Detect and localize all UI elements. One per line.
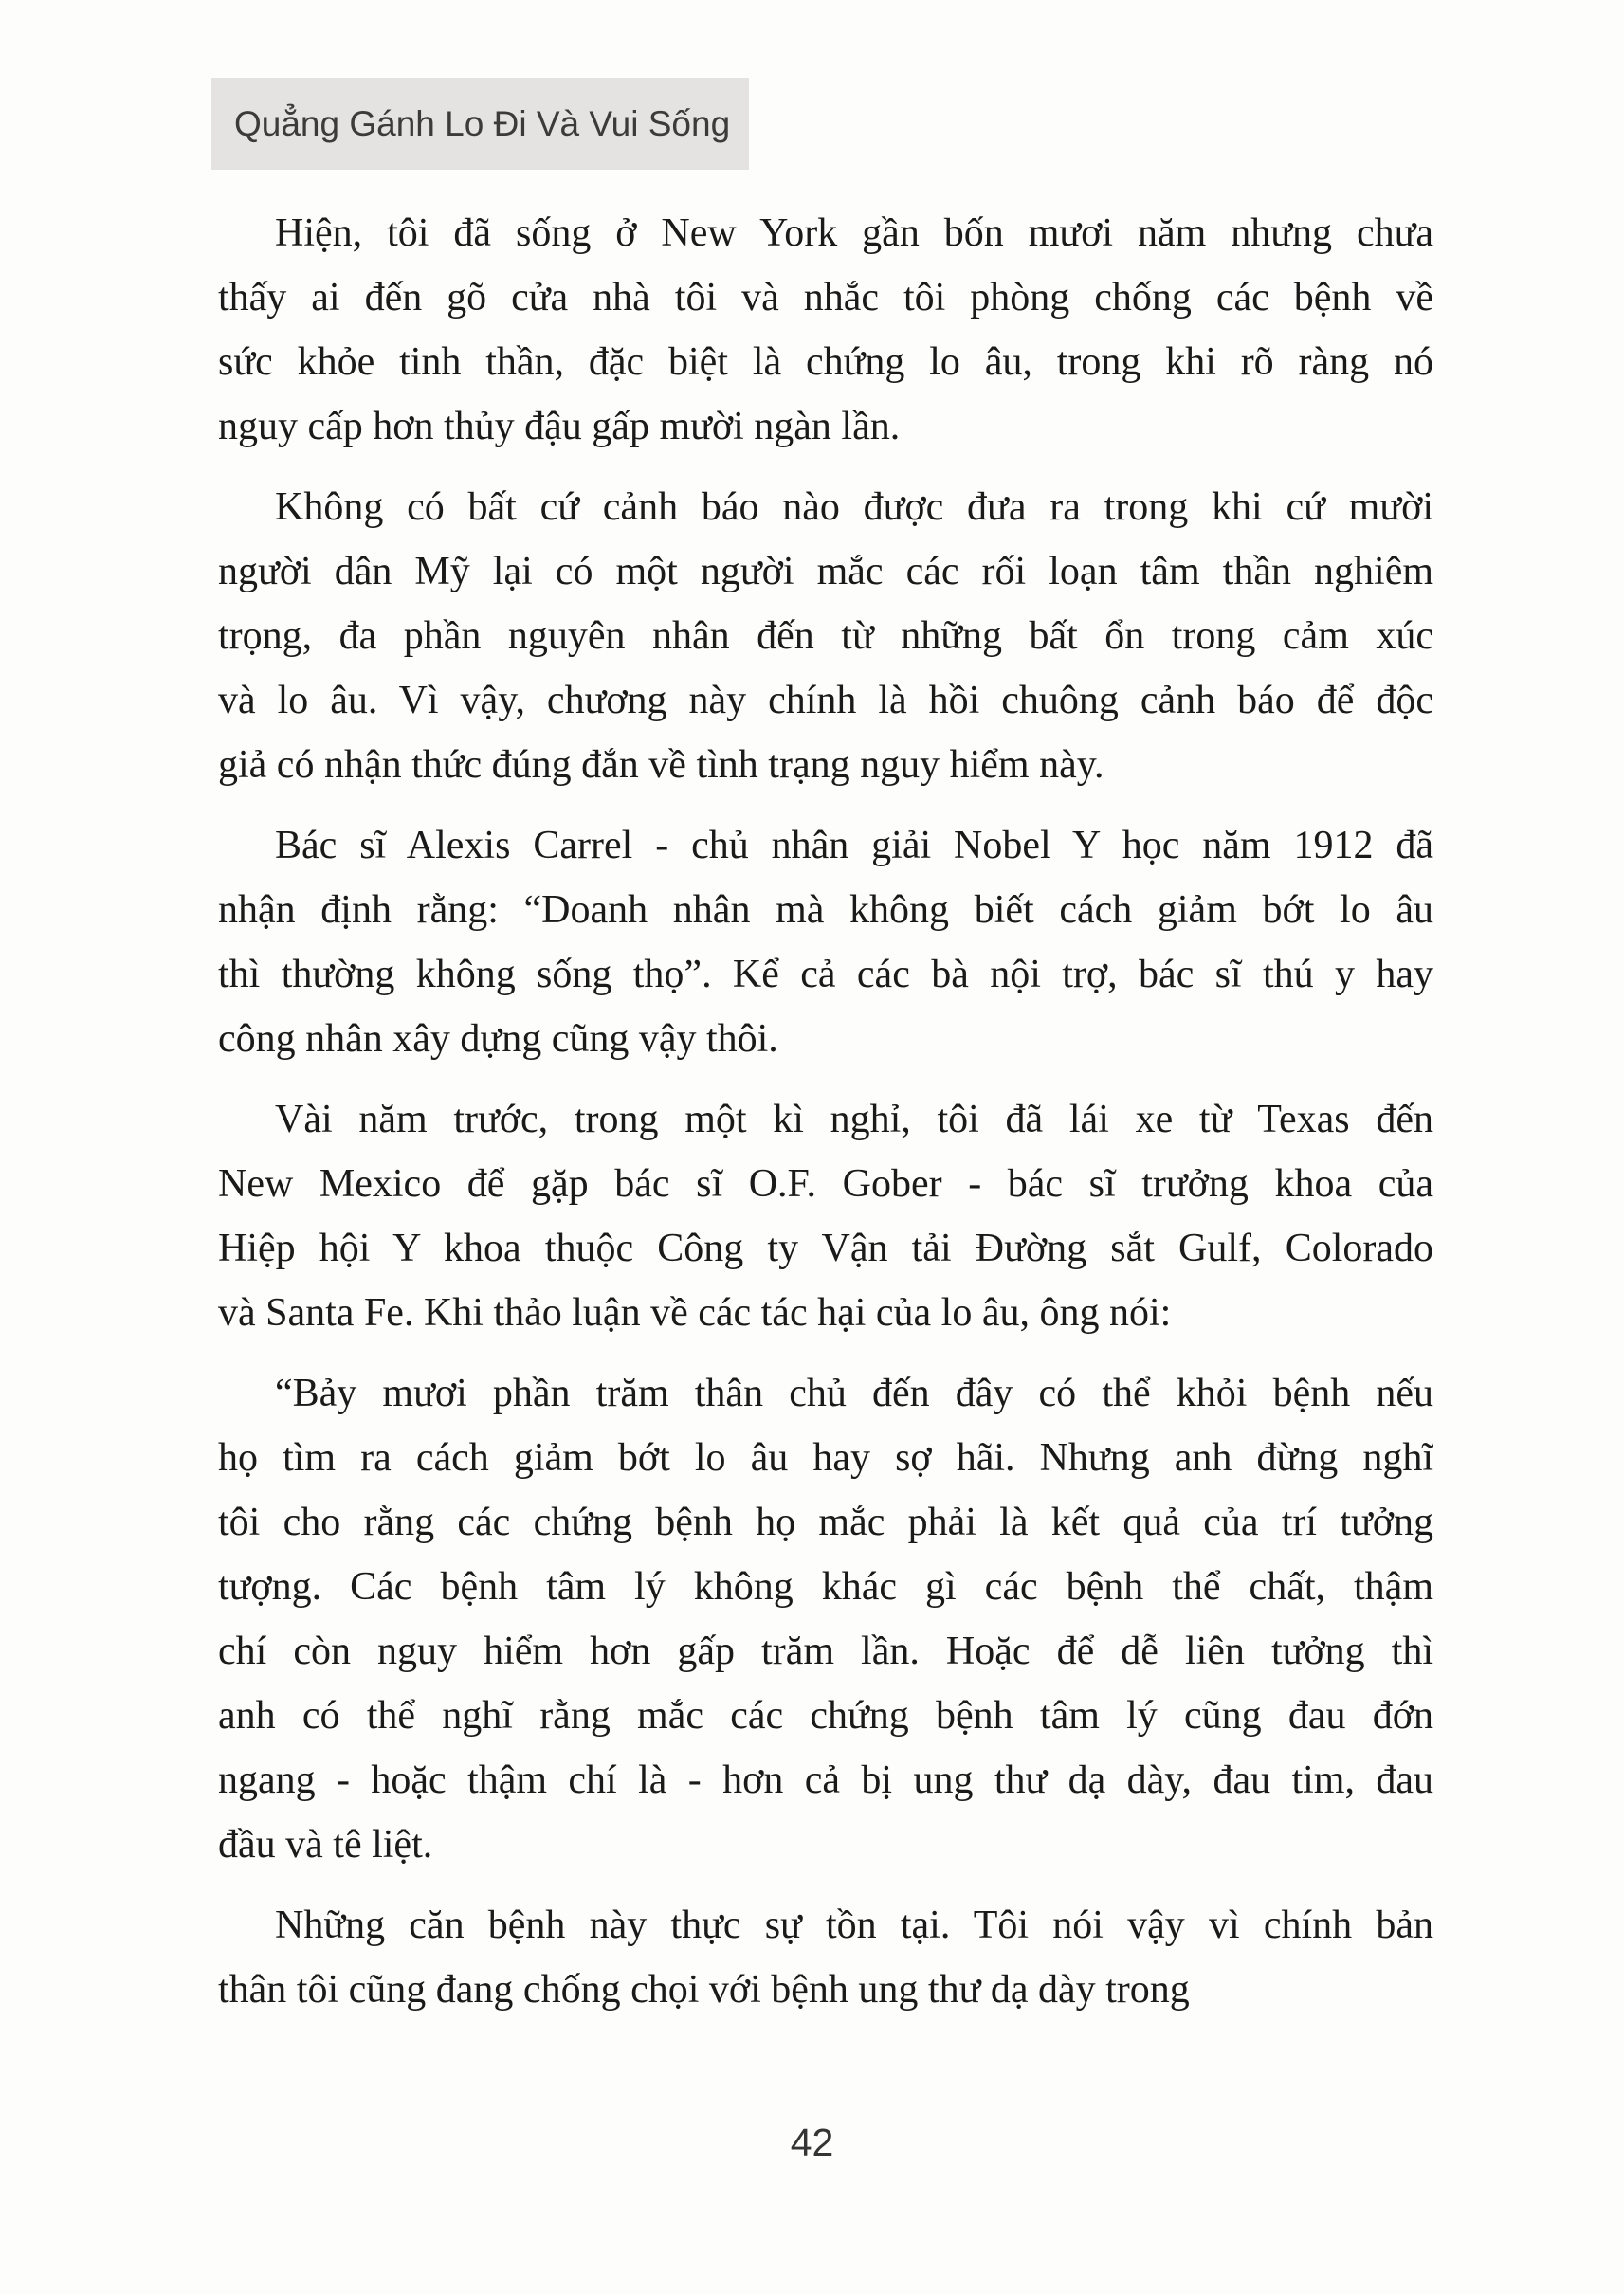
body-line: nhận định rằng: “Doanh nhân mà không biết cách giảm bớt lo âu bbox=[218, 888, 1433, 932]
body-line: Hiệp hội Y khoa thuộc Công ty Vận tải Đường sắt Gulf, Colorado bbox=[218, 1227, 1433, 1270]
paragraph bbox=[218, 201, 1433, 459]
body-line: chí còn nguy hiểm hơn gấp trăm lần. Hoặc để dễ liên tưởng thì bbox=[218, 1630, 1433, 1673]
body-line: nguy cấp hơn thủy đậu gấp mười ngàn lần. bbox=[218, 405, 901, 448]
body-text bbox=[218, 201, 1433, 2038]
body-line: và lo âu. Vì vậy, chương này chính là hồi chuông cảnh báo để độc bbox=[218, 679, 1433, 722]
body-line: thì thường không sống thọ”. Kể cả các bà nội trợ, bác sĩ thú y hay bbox=[218, 953, 1433, 996]
body-line: “Bảy mươi phần trăm thân chủ đến đây có thể khỏi bệnh nếu bbox=[275, 1372, 1433, 1415]
paragraph bbox=[218, 1893, 1433, 2022]
paragraph bbox=[218, 1087, 1433, 1345]
body-line: Bác sĩ Alexis Carrel - chủ nhân giải Nobel Y học năm 1912 đã bbox=[275, 824, 1433, 867]
body-line: Những căn bệnh này thực sự tồn tại. Tôi nói vậy vì chính bản bbox=[275, 1903, 1433, 1947]
body-line: đầu và tê liệt. bbox=[218, 1823, 433, 1867]
body-line: tượng. Các bệnh tâm lý không khác gì các bệnh thể chất, thậm bbox=[218, 1565, 1433, 1609]
body-line: sức khỏe tinh thần, đặc biệt là chứng lo âu, trong khi rõ ràng nó bbox=[218, 340, 1433, 384]
body-line: công nhân xây dựng cũng vậy thôi. bbox=[218, 1017, 778, 1061]
body-line: Hiện, tôi đã sống ở New York gần bốn mươi năm nhưng chưa bbox=[275, 211, 1433, 255]
body-line: và Santa Fe. Khi thảo luận về các tác hại của lo âu, ông nói: bbox=[218, 1291, 1172, 1335]
body-line: tôi cho rằng các chứng bệnh họ mắc phải là kết quả của trí tưởng bbox=[218, 1501, 1433, 1544]
body-line: họ tìm ra cách giảm bớt lo âu hay sợ hãi. Nhưng anh đừng nghĩ bbox=[218, 1436, 1433, 1480]
body-line: Vài năm trước, trong một kì nghỉ, tôi đã lái xe từ Texas đến bbox=[275, 1098, 1433, 1141]
body-line: New Mexico để gặp bác sĩ O.F. Gober - bác sĩ trưởng khoa của bbox=[218, 1162, 1433, 1206]
body-line: trọng, đa phần nguyên nhân đến từ những bất ổn trong cảm xúc bbox=[218, 614, 1433, 658]
running-header bbox=[211, 78, 749, 170]
running-header-title: Quẳng Gánh Lo Đi Và Vui Sống bbox=[234, 103, 731, 143]
paragraph bbox=[218, 475, 1433, 797]
body-line: anh có thể nghĩ rằng mắc các chứng bệnh tâm lý cũng đau đớn bbox=[218, 1694, 1433, 1738]
page-number: 42 bbox=[790, 2121, 834, 2164]
body-line: ngang - hoặc thậm chí là - hơn cả bị ung thư dạ dày, đau tim, đau bbox=[218, 1758, 1433, 1802]
body-line: thấy ai đến gõ cửa nhà tôi và nhắc tôi phòng chống các bệnh về bbox=[218, 276, 1433, 319]
body-line: Không có bất cứ cảnh báo nào được đưa ra trong khi cứ mười bbox=[275, 485, 1433, 529]
paragraph bbox=[218, 1361, 1433, 1877]
body-line: người dân Mỹ lại có một người mắc các rối loạn tâm thần nghiêm bbox=[218, 550, 1433, 593]
paragraph bbox=[218, 813, 1433, 1071]
body-line: giả có nhận thức đúng đắn về tình trạng nguy hiểm này. bbox=[218, 743, 1104, 787]
body-line: thân tôi cũng đang chống chọi với bệnh ung thư dạ dày trong bbox=[218, 1968, 1190, 2012]
